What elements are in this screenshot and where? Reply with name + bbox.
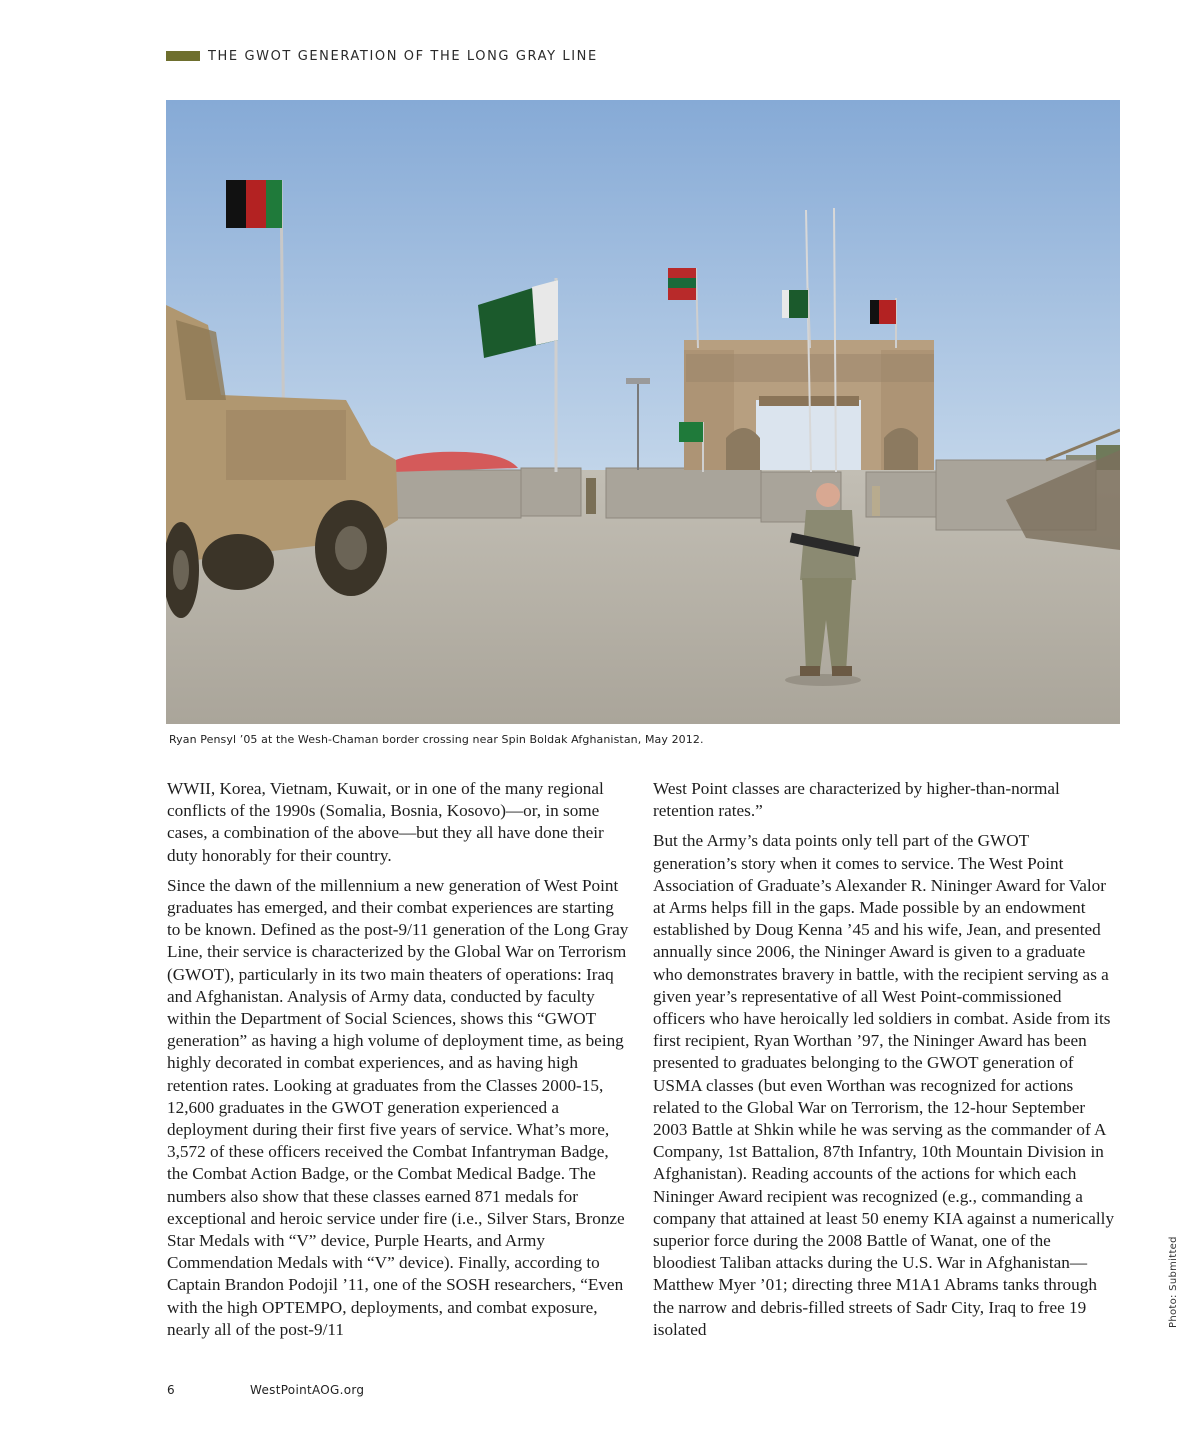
running-title: THE GWOT GENERATION OF THE LONG GRAY LINE bbox=[208, 48, 598, 64]
article-column-right bbox=[653, 778, 1117, 1349]
running-header bbox=[166, 47, 598, 65]
paragraph: But the Army’s data points only tell part of the GWOT generation’s story when it comes to service. The West Point Association of Graduate’s Alexander R. Nininger Award for Valor at Arms helps fill in the gaps. Made possible by an endowment established by Doug Kenna ’45 and his wife, Jean, and presented annually since 2006, the Nininger Award is given to a graduate who demonstrates bravery in battle, with the recipient serving as a given year’s representative of all West Point-commissioned officers who have heroically led soldiers in combat. Aside from its first recipient, Ryan Worthan ’97, the Nininger Award has been presented to graduates belonging to the GWOT generation of USMA classes (but even Worthan was recognized for actions related to the Global War on Terrorism, the 12-hour September 2003 Battle at Shkin while he was serving as the commander of A Company, 1st Battalion, 87th Infantry, 10th Mountain Division in Afghanistan). Reading accounts of the actions for which each Nininger Award recipient was recognized (e.g., commanding a company that attained at least 50 enemy KIA against a numerically superior force during the 2008 Battle of Wanat, one of the bloodiest Taliban attacks during the U.S. War in Afghanistan—Matthew Myer ’01; directing three M1A1 Abrams tanks through the narrow and debris-filled streets of Sadr City, Iraq to free 19 isolated bbox=[653, 831, 1115, 1339]
photo-credit: Photo: Submitted bbox=[1168, 1236, 1179, 1328]
paragraph: WWII, Korea, Vietnam, Kuwait, or in one of the many regional conflicts of the 1990s (Somalia, Bosnia, Kosovo)—or, in some cases, a combination of the above—but they all have done their duty honorably for their country. bbox=[167, 779, 604, 865]
website-link[interactable]: WestPointAOG.org bbox=[250, 1383, 365, 1397]
header-accent-bar bbox=[166, 51, 200, 61]
article-column-left bbox=[167, 778, 629, 1349]
paragraph: West Point classes are characterized by higher-than-normal retention rates.” bbox=[653, 779, 1060, 821]
paragraph: Since the dawn of the millennium a new generation of West Point graduates has emerged, and their combat experiences are starting to be known. Defined as the post-9/11 generation of the Long Gray Line, their service is characterized by the Global War on Terrorism (GWOT), particularly in its two main theaters of operations: Iraq and Afghanistan. Analysis of Army data, conducted by faculty within the Department of Social Sciences, shows this “GWOT generation” as having a high volume of deployment time, as being highly decorated in combat experiences, and as having high retention rates. Looking at graduates from the Classes 2000-15, 12,600 graduates in the GWOT generation experienced a deployment during their first five years of service. What’s more, 3,572 of these officers received the Combat Infantryman Badge, the Combat Action Badge, or the Combat Medical Badge. The numbers also show that these classes earned 871 medals for exceptional and heroic service under fire (i.e., Silver Stars, Bronze Star Medals with “V” device, Purple Hearts, and Army Commendation Medals with “V” device). Finally, according to Captain Brandon Podojil ’11, one of the SOSH researchers, “Even with the high OPTEMPO, deployments, and combat exposure, nearly all of the post-9/11 bbox=[167, 875, 629, 1339]
page-number: 6 bbox=[167, 1383, 175, 1397]
photo-caption: Ryan Pensyl ’05 at the Wesh-Chaman border crossing near Spin Boldak Afghanistan, May 2012. bbox=[169, 733, 704, 746]
article-photo bbox=[166, 100, 1120, 724]
